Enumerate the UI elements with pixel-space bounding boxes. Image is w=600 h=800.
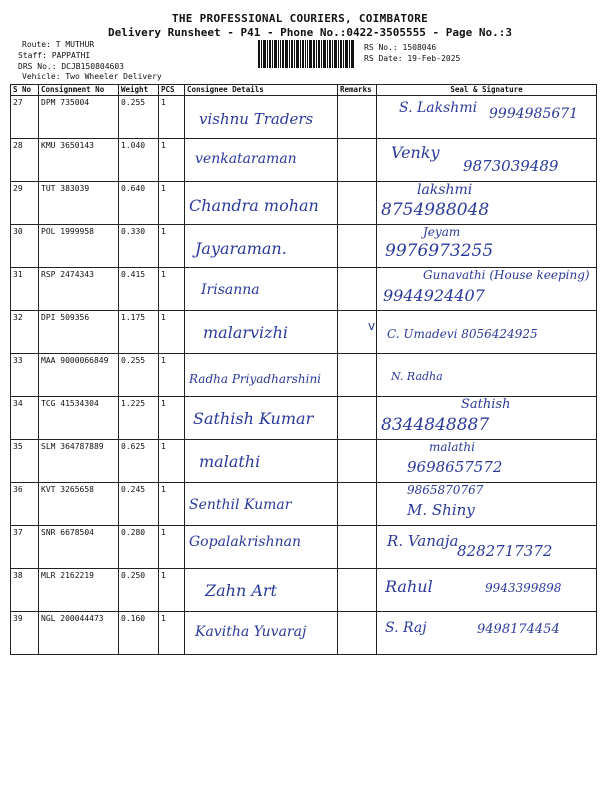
- row-weight: 0.245: [119, 483, 159, 526]
- row-pcs: 1: [159, 569, 185, 612]
- col-sno: S No: [11, 85, 39, 96]
- table-row: [11, 612, 597, 655]
- row-weight: 0.625: [119, 440, 159, 483]
- row-sno: 34: [11, 397, 39, 440]
- consignee-handwriting: Kavitha Yuvaraj: [195, 624, 307, 640]
- table-row: [11, 96, 597, 139]
- row-weight: 0.255: [119, 96, 159, 139]
- consignee-handwriting: Irisanna: [201, 282, 260, 298]
- phone-handwriting: 9994985671: [489, 106, 579, 122]
- row-sno: 37: [11, 526, 39, 569]
- row-weight: 0.640: [119, 182, 159, 225]
- route-label: Route: T MUTHUR: [22, 40, 95, 49]
- table-header-row: [11, 85, 597, 96]
- signature-handwriting: S. Lakshmi: [399, 100, 478, 116]
- row-consignment: KMU 3650143: [39, 139, 119, 182]
- row-consignee-cell: [185, 225, 338, 268]
- row-remarks-cell: [338, 96, 377, 139]
- staff-label: Staff: PAPPATHI: [18, 51, 91, 60]
- col-remarks: Remarks: [338, 85, 377, 96]
- row-consignee-cell: [185, 311, 338, 354]
- row-consignment: DPI 509356: [39, 311, 119, 354]
- consignee-handwriting: Gopalakrishnan: [189, 534, 301, 550]
- signature-handwriting: Sathish: [461, 397, 511, 412]
- consignee-handwriting: Senthil Kumar: [189, 497, 292, 513]
- runsheet-table: [10, 84, 597, 655]
- col-pcs: PCS: [159, 85, 185, 96]
- row-remarks-cell: [338, 268, 377, 311]
- sheet-subtitle: Delivery Runsheet - P41 - Phone No.:0422-3505555 - Page No.:3: [108, 26, 512, 39]
- signature-handwriting: malathi: [429, 440, 475, 454]
- row-seal-cell: [377, 311, 597, 354]
- row-weight: 1.175: [119, 311, 159, 354]
- col-consignment: Consignment No: [39, 85, 119, 96]
- row-sno: 36: [11, 483, 39, 526]
- row-consignee-cell: [185, 354, 338, 397]
- row-consignment: SNR 6678504: [39, 526, 119, 569]
- row-remarks-cell: [338, 397, 377, 440]
- row-consignment: RSP 2474343: [39, 268, 119, 311]
- row-consignee-cell: [185, 397, 338, 440]
- table-row: [11, 354, 597, 397]
- row-weight: 0.280: [119, 526, 159, 569]
- row-pcs: 1: [159, 182, 185, 225]
- col-weight: Weight: [119, 85, 159, 96]
- rs-date: RS Date: 19-Feb-2025: [364, 54, 461, 63]
- row-consignee-cell: [185, 96, 338, 139]
- consignee-handwriting: vishnu Traders: [199, 110, 314, 128]
- row-weight: 0.330: [119, 225, 159, 268]
- row-seal-cell: [377, 354, 597, 397]
- row-remarks-cell: [338, 526, 377, 569]
- phone-handwriting: 9873039489: [463, 157, 559, 175]
- row-seal-cell: [377, 440, 597, 483]
- row-remarks-cell: [338, 569, 377, 612]
- row-seal-cell: [377, 526, 597, 569]
- consignee-handwriting: Sathish Kumar: [193, 409, 314, 428]
- remark-mark: v: [368, 319, 376, 333]
- row-consignee-cell: [185, 440, 338, 483]
- vehicle-label: Vehicle: Two Wheeler Delivery: [22, 72, 162, 81]
- row-seal-cell: [377, 483, 597, 526]
- row-remarks-cell: [338, 139, 377, 182]
- row-weight: 0.415: [119, 268, 159, 311]
- signature-handwriting: lakshmi: [417, 182, 473, 198]
- consignee-handwriting: Jayaraman.: [195, 239, 287, 258]
- row-remarks-cell: [338, 354, 377, 397]
- row-pcs: 1: [159, 139, 185, 182]
- phone-handwriting: 9944924407: [383, 286, 485, 305]
- row-pcs: 1: [159, 354, 185, 397]
- table-row: [11, 483, 597, 526]
- row-sno: 29: [11, 182, 39, 225]
- table-row: [11, 397, 597, 440]
- consignee-handwriting: venkataraman: [195, 151, 297, 167]
- row-seal-cell: [377, 397, 597, 440]
- row-sno: 33: [11, 354, 39, 397]
- signature-handwriting: M. Shiny: [407, 501, 475, 519]
- row-consignment: DPM 735004: [39, 96, 119, 139]
- row-seal-cell: [377, 612, 597, 655]
- barcode-image: [258, 40, 354, 68]
- table-row: [11, 268, 597, 311]
- table-row: [11, 569, 597, 612]
- row-consignee-cell: [185, 612, 338, 655]
- row-pcs: 1: [159, 225, 185, 268]
- table-row: [11, 526, 597, 569]
- phone-handwriting: 9865870767: [407, 483, 484, 497]
- row-seal-cell: [377, 268, 597, 311]
- row-weight: 0.160: [119, 612, 159, 655]
- row-pcs: 1: [159, 526, 185, 569]
- drs-label: DRS No.: DCJB150804603: [18, 62, 124, 71]
- sheet-title: THE PROFESSIONAL COURIERS, COIMBATORE: [171, 12, 429, 25]
- signature-handwriting: S. Raj: [385, 620, 427, 636]
- phone-handwriting: 9976973255: [385, 241, 494, 261]
- row-pcs: 1: [159, 311, 185, 354]
- consignee-handwriting: Radha Priyadharshini: [189, 372, 322, 386]
- table-row: [11, 139, 597, 182]
- row-sno: 32: [11, 311, 39, 354]
- signature-handwriting: Jeyam: [423, 225, 461, 239]
- row-sno: 39: [11, 612, 39, 655]
- signature-handwriting: Gunavathi (House keeping): [423, 268, 590, 282]
- row-pcs: 1: [159, 96, 185, 139]
- row-pcs: 1: [159, 612, 185, 655]
- row-consignee-cell: [185, 483, 338, 526]
- row-weight: 1.040: [119, 139, 159, 182]
- row-consignment: POL 1999958: [39, 225, 119, 268]
- row-seal-cell: [377, 96, 597, 139]
- row-consignee-cell: [185, 139, 338, 182]
- row-sno: 35: [11, 440, 39, 483]
- row-consignment: NGL 200044473: [39, 612, 119, 655]
- row-consignee-cell: [185, 268, 338, 311]
- row-consignment: TUT 383039: [39, 182, 119, 225]
- row-sno: 27: [11, 96, 39, 139]
- row-pcs: 1: [159, 397, 185, 440]
- signature-handwriting: N. Radha: [391, 370, 443, 383]
- row-sno: 28: [11, 139, 39, 182]
- row-sno: 30: [11, 225, 39, 268]
- consignee-handwriting: malarvizhi: [203, 323, 289, 342]
- phone-handwriting: 8754988048: [381, 200, 490, 220]
- row-consignee-cell: [185, 526, 338, 569]
- row-consignment: MAA 9000066849: [39, 354, 119, 397]
- table-row: [11, 311, 597, 354]
- phone-handwriting: 8344848887: [381, 415, 490, 435]
- row-pcs: 1: [159, 268, 185, 311]
- row-remarks-cell: [338, 440, 377, 483]
- phone-handwriting: 9498174454: [477, 622, 560, 637]
- consignee-handwriting: malathi: [199, 452, 261, 471]
- table-row: [11, 182, 597, 225]
- row-weight: 0.250: [119, 569, 159, 612]
- row-weight: 1.225: [119, 397, 159, 440]
- row-consignee-cell: [185, 182, 338, 225]
- row-consignee-cell: [185, 569, 338, 612]
- row-remarks-cell: [338, 182, 377, 225]
- phone-handwriting: 9698657572: [407, 458, 503, 476]
- table-row: [11, 440, 597, 483]
- row-consignment: KVT 3265658: [39, 483, 119, 526]
- row-consignment: MLR 2162219: [39, 569, 119, 612]
- row-sno: 38: [11, 569, 39, 612]
- row-sno: 31: [11, 268, 39, 311]
- signature-handwriting: Venky: [391, 143, 440, 162]
- row-consignment: SLM 364787889: [39, 440, 119, 483]
- signature-handwriting: R. Vanaja: [387, 532, 459, 550]
- row-remarks-cell: [338, 225, 377, 268]
- table-row: [11, 225, 597, 268]
- row-seal-cell: [377, 139, 597, 182]
- consignee-handwriting: Zahn Art: [205, 581, 277, 600]
- row-remarks-cell: [338, 311, 377, 354]
- row-seal-cell: [377, 225, 597, 268]
- col-seal-signature: Seal & Signature: [377, 85, 597, 96]
- row-pcs: 1: [159, 440, 185, 483]
- row-consignment: TCG 41534304: [39, 397, 119, 440]
- phone-handwriting: 8282717372: [457, 542, 553, 560]
- phone-handwriting: 9943399898: [485, 581, 562, 595]
- row-weight: 0.255: [119, 354, 159, 397]
- rs-number: RS No.: 1508046: [364, 43, 437, 52]
- signature-handwriting: C. Umadevi 8056424925: [387, 327, 538, 341]
- row-seal-cell: [377, 182, 597, 225]
- col-consignee: Consignee Details: [185, 85, 338, 96]
- consignee-handwriting: Chandra mohan: [189, 196, 319, 215]
- row-seal-cell: [377, 569, 597, 612]
- row-pcs: 1: [159, 483, 185, 526]
- signature-handwriting: Rahul: [385, 577, 433, 596]
- row-remarks-cell: [338, 483, 377, 526]
- row-remarks-cell: [338, 612, 377, 655]
